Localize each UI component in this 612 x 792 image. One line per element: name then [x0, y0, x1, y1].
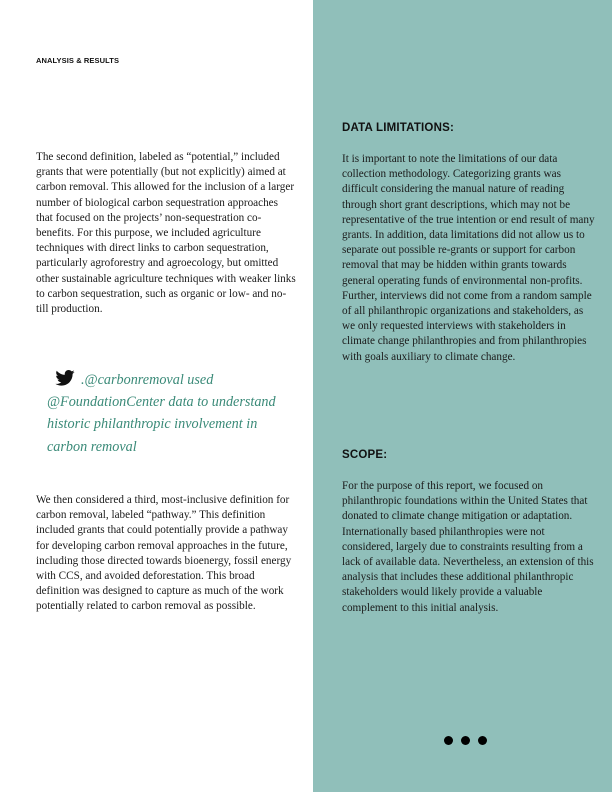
tweet-quote[interactable] [47, 369, 287, 458]
section-label: ANALYSIS & RESULTS [36, 56, 120, 65]
paragraph-pathway-definition: We then considered a third, most-inclusive definition for carbon removal, labeled “pathway.” This definition included grants that could potentially provide a pathway for developing carbon removal approaches in the future, including those directed towards bioenergy, fossil energy with CCS, and avoided deforestation. This broad definition was designed to capture as much of the work potentially related to carbon removal as possible. [36, 494, 292, 613]
dot [461, 736, 470, 745]
paragraph-potential-definition: The second definition, labeled as “potential,” included grants that were potentially (but not explicitly) aimed at carbon removal. This allowed for the inclusion of a larger number of biological carbon sequestration approaches that focused on the projects’ non-sequestration co-benefits. For this purpose, we included agriculture techniques with direct links to carbon sequestration, particularly agroforestry and agroecology, but omitted other sustainable agriculture techniques with weaker links to carbon sequestration, such as organic or low- and no-till production. [36, 151, 296, 316]
heading-scope: SCOPE: [342, 449, 388, 461]
dot [444, 736, 453, 745]
dot [478, 736, 487, 745]
sidebar-panel [313, 0, 612, 792]
heading-data-limitations: DATA LIMITATIONS: [342, 122, 454, 134]
tweet-text: .@carbonremoval used @FoundationCenter data to understand historic philanthropic involvement in carbon removal [47, 372, 276, 455]
three-dots-icon [444, 736, 487, 745]
paragraph-scope: For the purpose of this report, we focused on philanthropic foundations within the United States that donated to climate change mitigation or adaptation. Internationally based philanthropies were not considered, largely due to constraints resulting from a lack of available data. Nevertheless, an extension of this analysis that includes these additional philanthropic stakeholders would likely provide a valuable complement to this initial analysis. [342, 480, 594, 614]
paragraph-data-limitations: It is important to note the limitations of our data collection methodology. Categorizing grants was difficult considering the manual nature of reading through short grant descriptions, which may not be representative of the true intention or end result of many grants. In addition, data limitations did not allow us to separate out possible re-grants or support for carbon removal that may be hidden within grants towards general operating funds of environmental non-profits. Further, interviews did not come from a random sample of all philanthropic organizations and stakeholders, as we only requested interviews with stakeholders in climate change philanthropies and from philanthropies with goals auxiliary to climate change. [342, 153, 595, 363]
twitter-bird-icon [55, 370, 75, 386]
